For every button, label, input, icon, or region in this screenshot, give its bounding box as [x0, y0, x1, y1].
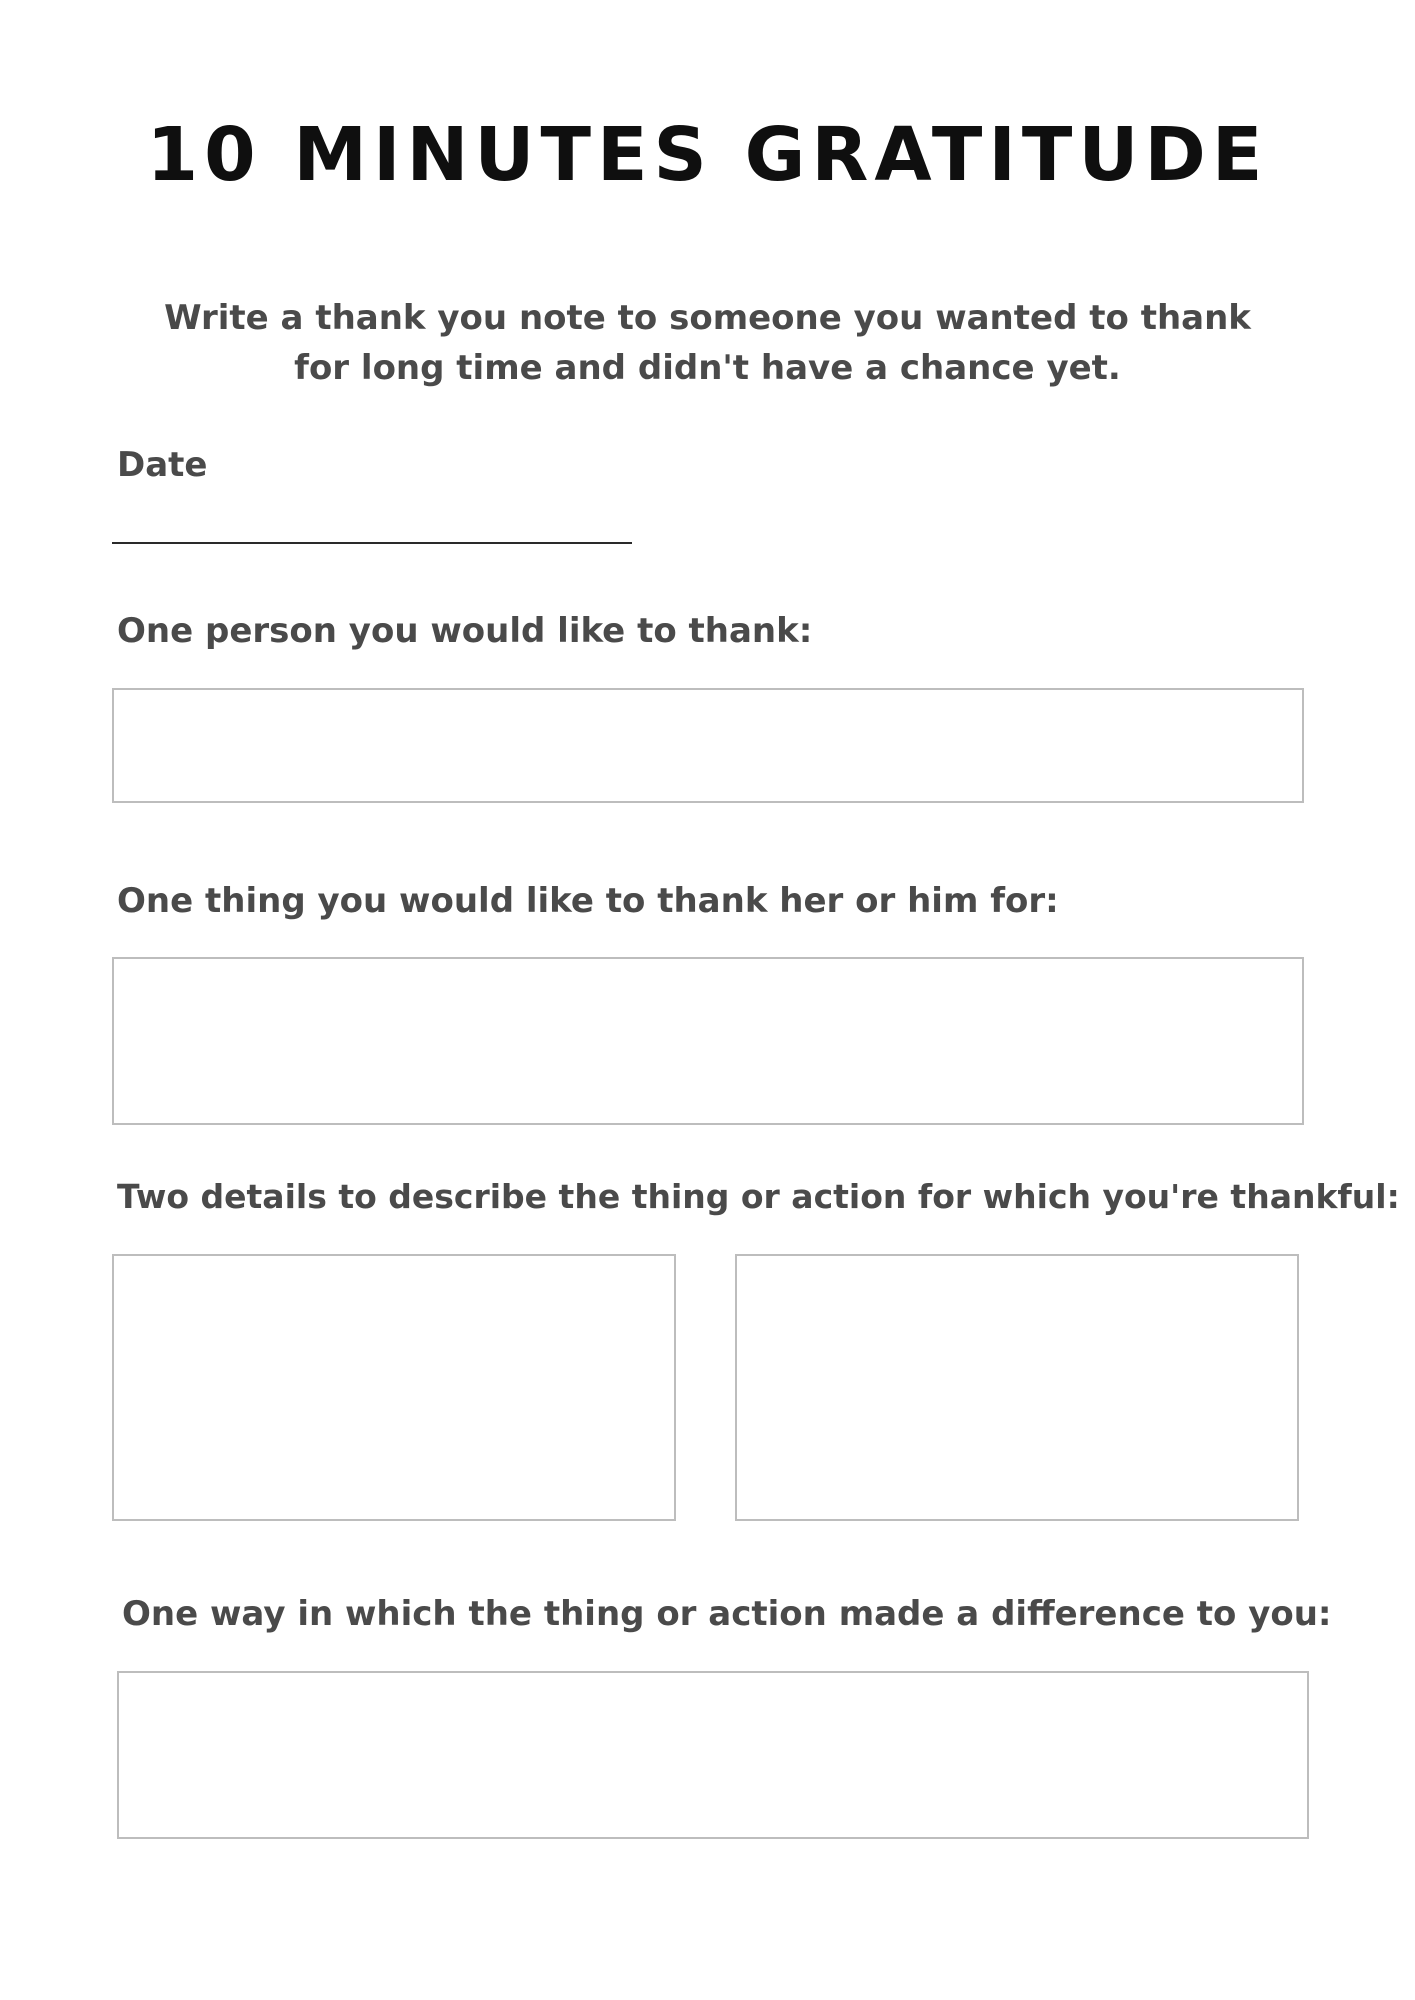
details-label: Two details to describe the thing or action for which you're thankful: — [117, 1177, 1400, 1216]
detail-two-box[interactable] — [735, 1254, 1299, 1521]
instructions — [120, 293, 1295, 393]
difference-label: One way in which the thing or action made a difference to you: — [122, 1594, 1332, 1634]
detail-one-box[interactable] — [112, 1254, 676, 1521]
date-label: Date — [117, 445, 208, 485]
person-answer-box[interactable] — [112, 688, 1304, 803]
difference-answer-box[interactable] — [117, 1671, 1309, 1839]
person-label: One person you would like to thank: — [117, 611, 813, 651]
thing-answer-box[interactable] — [112, 957, 1304, 1125]
instructions-line-1: Write a thank you note to someone you wanted to thank — [164, 298, 1251, 338]
thing-label: One thing you would like to thank her or him for: — [117, 881, 1059, 921]
date-entry-line[interactable] — [112, 542, 632, 544]
page-title: 10 MINUTES GRATITUDE — [146, 112, 1269, 198]
instructions-line-2: for long time and didn't have a chance yet. — [294, 348, 1121, 388]
